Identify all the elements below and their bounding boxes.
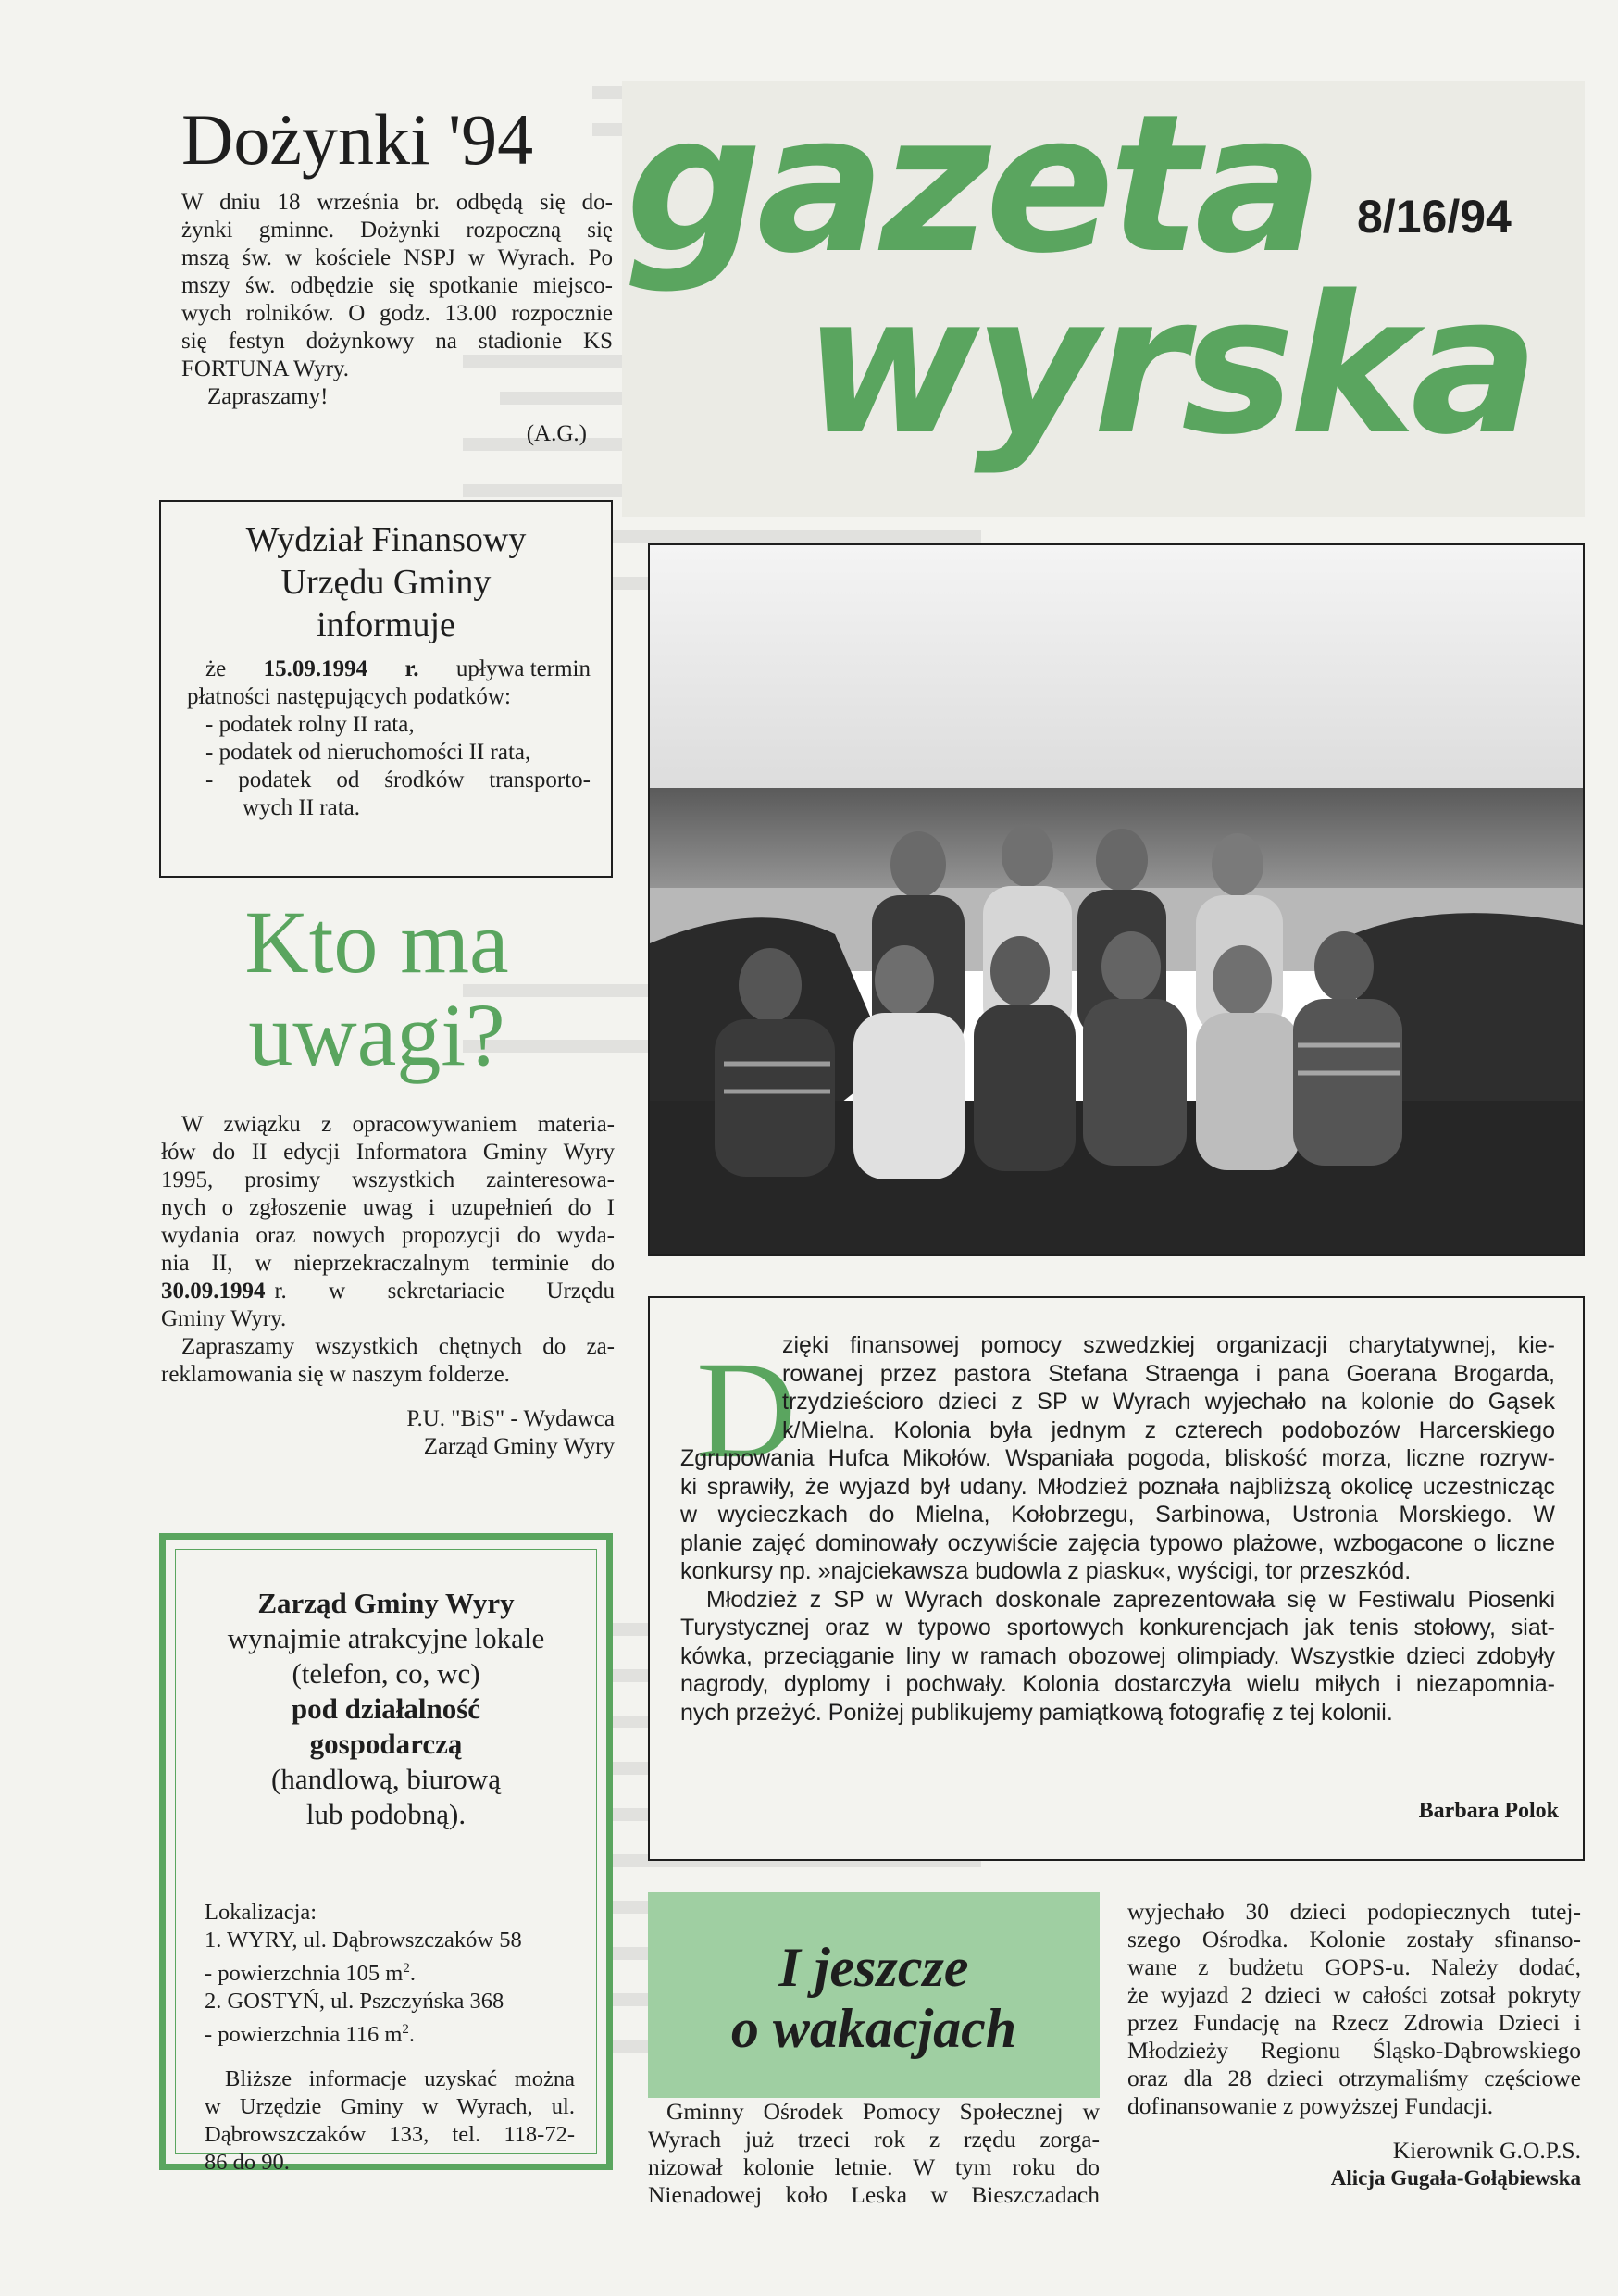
wakacje-right-line: oraz dla 28 dzieci otrzymaliśmy częściowe [1127,2065,1581,2091]
article-body [680,1331,1555,1727]
wakacje-right-line: wane z budżetu GOPS-u. Należy dodać, [1127,1953,1581,1980]
wakacje-left-line: Wyrach już trzeci rok z rzędu zorga- [648,2126,1100,2152]
wakacje-title-line1: I jeszcze [778,1937,969,1998]
wakacje-right-line: przez Fundację na Rzecz Zdrowia Dzieci i [1127,2009,1581,2036]
kto-body [161,1111,615,1461]
finance-item: - podatek od środków transporto- [205,767,591,792]
colony-photo [648,543,1585,1256]
article-line: nagrody, dyplomy i pochwały. Kolonia dostarczyła wielu miłych i niezapomnia- [680,1671,1555,1697]
rental-line3: (handlową, biurową [271,1763,501,1795]
article-line: planie zajęć dominowały oczywiście zajęcia typowo plażowe, wzbogacone o liczne [680,1529,1555,1556]
kto-title-line: uwagi? [248,985,505,1084]
kto-invite: reklamowania się w naszym folderze. [161,1362,510,1387]
finance-item: - podatek od nieruchomości II rata, [205,740,531,765]
kto-deadline-line [161,1278,615,1305]
rental-info: Dąbrowszczaków 133, tel. 118-72- [205,2122,575,2148]
dozynki-line: się festyn dożynkowy na stadionie KS [181,329,613,354]
article-dropcap: D [696,1333,797,1487]
wakacje-right-line: wyjechało 30 dzieci podopiecznych tutej- [1127,1898,1581,1925]
finance-title-line: Wydział Finansowy [245,520,527,559]
kto-sign1: P.U. "BiS" - Wydawca [406,1406,615,1431]
dozynki-invite: Zapraszamy! [207,384,329,409]
rental-bold1: pod działalność [291,1692,481,1725]
article-corner-rule [648,1296,796,1298]
kto-line: nych o zgłoszenie uwag i uzupełnień do I [161,1195,615,1220]
kto-title-line: Kto ma [244,892,509,992]
rental-bold2: gospodarczą [309,1728,463,1760]
dozynki-line: mszy św. odbędzie się spotkanie miejsco- [181,273,613,298]
kto-line: nia II, w nieprzekraczalnym terminie do [161,1251,615,1276]
rental-info: w Urzędzie Gminy w Wyrach, ul. [205,2094,575,2120]
dozynki-line: W dniu 18 września br. odbędą się do- [181,190,613,215]
kto-line: W związku z opracowywaniem materia- [181,1112,615,1137]
finance-notice-box [159,500,613,878]
article-line: trzydzieścioro dzieci z SP w Wyrach wyjechało na kolonie do Gąsek [782,1389,1555,1415]
finance-item: - podatek rolny II rata, [205,712,415,737]
finance-line2: płatności następujących podatków: [187,684,511,709]
rental-loc2: 2. GOSTYŃ, ul. Pszczyńska 368 [205,1989,504,2015]
kto-title [159,892,594,1084]
finance-title-line: informuje [317,605,455,644]
wakacje-right-text [1127,1898,1581,2192]
wakacje-title-line2: o wakacjach [730,1998,1017,2059]
rental-loc-label: Lokalizacja: [205,1900,317,1925]
wakacje-right-line: że wyjazd 2 dzieci w całości zotsał pokryty [1127,1981,1581,2008]
article-line: nych przeżyć. Poniżej publikujemy pamiątkową fotografię z tej kolonii. [680,1699,1393,1726]
article-line: Młodzież z SP w Wyrach doskonale zaprezentowała się w Festiwalu Piosenki [706,1586,1555,1613]
article-line: rowanej przez pastora Stefana Straenga i pana Goerana Brogarda, [782,1360,1555,1387]
rental-area2-line: - powierzchnia 116 $m^2$. [205,2022,416,2048]
dozynki-line: FORTUNA Wyry. [181,356,350,381]
kto-deadline: 30.09.1994 [161,1279,266,1304]
rental-area2-sup: 2 [402,2022,409,2038]
rental-info: 86 do 90. [205,2150,290,2176]
finance-item: wych II rata. [243,795,361,820]
article-line: zięki finansowej pomocy szwedzkiej organizacji charytatywnej, kie- [782,1332,1555,1358]
kto-deadline-rest: r. w sekretariacie Urzędu [274,1279,615,1304]
finance-title-line: Urzędu Gminy [280,563,492,602]
rental-area1-sup: 2 [403,1961,410,1976]
kto-line: wydania oraz nowych propozycji do wyda- [161,1223,615,1248]
wakacje-left-line: nizował kolonie letnie. W tym roku do [648,2153,1100,2180]
kto-invite: Zapraszamy wszystkich chętnych do za- [181,1334,615,1359]
kto-last-line: Gminy Wyry. [161,1306,287,1331]
rental-area1-line: - powierzchnia 105 $m^2$. [205,1961,416,1987]
dozynki-title: Dożynki '94 [181,99,534,180]
article-line: kówka, przeciąganie liny w ramach obozowej olimpiady. Wszystkie dzieci zdobyły [680,1642,1555,1669]
wakacje-sign1: Kierownik G.O.P.S. [1392,2137,1581,2164]
wakacje-right-line: dofinansowanie z powyższej Fundacji. [1127,2092,1494,2119]
rental-area2: - powierzchnia 116 m [205,2022,403,2048]
dozynki-line: żynki gminne. Dożynki rozpoczną się [181,218,613,243]
wakacje-left-line: Gminny Ośrodek Pomocy Społecznej w [666,2098,1100,2125]
masthead-line-1: gazeta [626,73,1318,295]
finance-intro-prefix: że [205,656,227,681]
finance-date-suffix: r. [404,656,419,681]
wakacje-title-block [648,1892,1100,2098]
wakacje-left-line: Nienadowej koło Leska w Bieszczadach [648,2181,1100,2208]
issue-number: 8/16/94 [1357,191,1512,243]
finance-date: 15.09.1994 [263,656,368,681]
article-line: k/Mielna. Kolonia była jednym z czterech podobozów Harcerskiego [782,1416,1555,1443]
article-line: Turystycznej oraz w typowo sportowych konkurencjach jak tenis stołowy, siat- [680,1615,1555,1641]
rental-locations [205,1899,575,2177]
wakacje-right-line: szego Ośrodka. Kolonie zostały sfinanso- [1127,1926,1581,1953]
dozynki-line: wych rolników. O godz. 13.00 rozpocznie [181,301,613,326]
wakacje-right-line: Młodzieży Regionu Śląsko-Dąbrowskiego [1127,2037,1581,2064]
kto-line: łów do II edycji Informatora Gminy Wyry [161,1140,615,1165]
finance-intro [205,655,591,683]
rental-loc1: 1. WYRY, ul. Dąbrowszczaków 58 [205,1928,522,1953]
rental-title: Zarząd Gminy Wyry [257,1587,515,1619]
rental-header [166,1586,606,1832]
finance-intro-rest: upływa termin [455,656,591,681]
finance-body [161,646,611,822]
article-line: Zgrupowania Hufca Mikołów. Wspaniała pogoda, bliskość morza, liczne rozryw- [680,1445,1555,1471]
wakacje-sign2: Alicja Gugała-Gołąbiewska [1330,2166,1581,2190]
kto-line: 1995, prosimy wszystkich zainteresowa- [161,1167,615,1192]
article-line: konkursy np. »najciekawsza budowla z piasku«, wyścigi, tor przeszkód. [680,1558,1412,1584]
dozynki-signature: (A.G.) [526,421,587,446]
article-line: ki sprawiły, że wyjazd był udany. Młodzież poznała najbliższą okolicę uczestnicząc [680,1473,1555,1500]
rental-line1: wynajmie atrakcyjne lokale [227,1622,545,1654]
rental-ad-box [159,1533,613,2176]
article-line: w wycieczkach do Mielna, Kołobrzegu, Sarbinowa, Ustronia Morskiego. W [680,1502,1555,1528]
rental-line4: lub podobną). [305,1798,467,1830]
wakacje-title [648,1892,1100,2059]
rental-info: Bliższe informacje uzyskać można [225,2066,575,2092]
finance-title [161,518,611,646]
rental-line2: (telefon, co, wc) [292,1657,480,1690]
dozynki-line: mszą św. w kościele NSPJ w Wyrach. Po [181,245,613,270]
dozynki-body [181,189,613,448]
colony-photo-image [650,545,1583,1254]
rental-area1: - powierzchnia 105 m [205,1961,404,1987]
kto-sign2: Zarząd Gminy Wyry [423,1434,615,1459]
article-author: Barbara Polok [1418,1799,1559,1823]
wakacje-left-text [648,2098,1100,2209]
masthead-line-2: wyrska [803,255,1534,477]
